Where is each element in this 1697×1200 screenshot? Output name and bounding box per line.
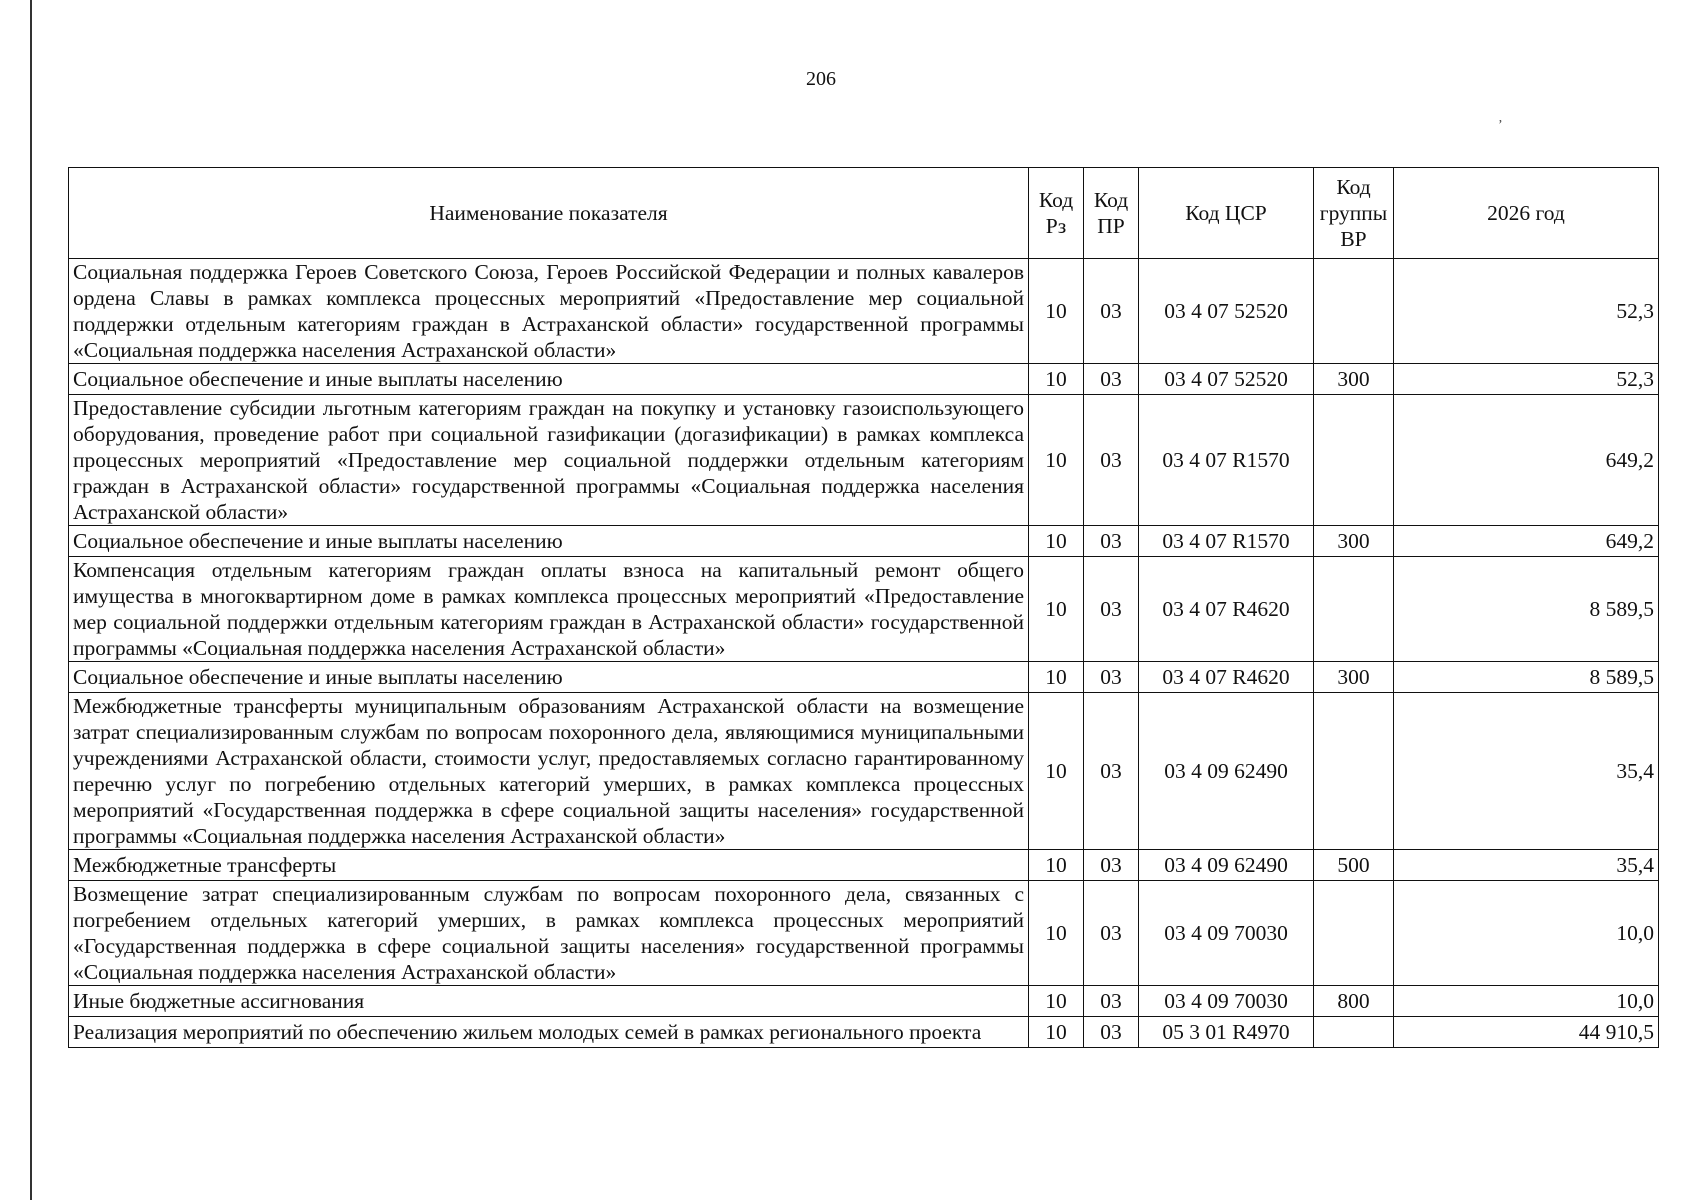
table-row — [69, 881, 1659, 986]
row-rz: 10 — [1029, 395, 1084, 526]
left-margin-rule — [30, 0, 32, 1200]
table-row — [69, 557, 1659, 662]
row-amount: 10,0 — [1394, 881, 1659, 986]
row-name: Возмещение затрат специализированным службам по вопросам похоронного дела, связанных с погребением отдельных категорий умерших, в рамках комплекса процессных мероприятий «Государственная поддержка в сфере социальной защиты населения» государственной программы «Социальная поддержка населения Астраханской области» — [69, 881, 1029, 986]
table-row — [69, 395, 1659, 526]
table-row — [69, 364, 1659, 395]
row-amount: 35,4 — [1394, 850, 1659, 881]
row-csr: 03 4 07 52520 — [1139, 259, 1314, 364]
row-amount: 52,3 — [1394, 259, 1659, 364]
row-vr — [1314, 259, 1394, 364]
table-row — [69, 259, 1659, 364]
header-name: Наименование показателя — [69, 168, 1029, 259]
row-amount: 8 589,5 — [1394, 557, 1659, 662]
row-pr: 03 — [1084, 881, 1139, 986]
header-year: 2026 год — [1394, 168, 1659, 259]
row-rz: 10 — [1029, 526, 1084, 557]
budget-table — [68, 167, 1659, 1048]
row-rz: 10 — [1029, 881, 1084, 986]
row-amount: 52,3 — [1394, 364, 1659, 395]
row-name: Межбюджетные трансферты муниципальным образованиям Астраханской области на возмещение затрат специализированным службам по вопросам похоронного дела, являющимися муниципальными учреждениями Астраханской области, стоимости услуг, предоставляемых согласно гарантированному перечню услуг по погребению отдельных категорий умерших, в рамках комплекса процессных мероприятий «Государственная поддержка в сфере социальной защиты населения» государственной программы «Социальная поддержка населения Астраханской области» — [69, 693, 1029, 850]
row-pr: 03 — [1084, 259, 1139, 364]
row-name: Социальная поддержка Героев Советского Союза, Героев Российской Федерации и полных кавалеров ордена Славы в рамках комплекса процессных мероприятий «Предоставление мер социальной поддержки отдельным категориям граждан в Астраханской области» государственной программы «Социальная поддержка населения Астраханской области» — [69, 259, 1029, 364]
row-csr: 05 3 01 R4970 — [1139, 1017, 1314, 1048]
row-name: Социальное обеспечение и иные выплаты населению — [69, 364, 1029, 395]
row-name: Иные бюджетные ассигнования — [69, 986, 1029, 1017]
page-number-text: 206 — [806, 68, 836, 90]
row-amount: 44 910,5 — [1394, 1017, 1659, 1048]
row-vr: 300 — [1314, 662, 1394, 693]
row-pr: 03 — [1084, 850, 1139, 881]
table-row — [69, 526, 1659, 557]
row-csr: 03 4 07 52520 — [1139, 364, 1314, 395]
row-rz: 10 — [1029, 364, 1084, 395]
row-pr: 03 — [1084, 662, 1139, 693]
row-csr: 03 4 07 R1570 — [1139, 526, 1314, 557]
row-vr: 800 — [1314, 986, 1394, 1017]
row-name: Социальное обеспечение и иные выплаты населению — [69, 526, 1029, 557]
row-amount: 8 589,5 — [1394, 662, 1659, 693]
table-row — [69, 693, 1659, 850]
row-csr: 03 4 09 70030 — [1139, 986, 1314, 1017]
row-csr: 03 4 09 70030 — [1139, 881, 1314, 986]
row-pr: 03 — [1084, 395, 1139, 526]
row-rz: 10 — [1029, 1017, 1084, 1048]
row-pr: 03 — [1084, 364, 1139, 395]
row-rz: 10 — [1029, 693, 1084, 850]
table-row — [69, 1017, 1659, 1048]
row-vr: 300 — [1314, 364, 1394, 395]
row-vr — [1314, 693, 1394, 850]
row-csr: 03 4 09 62490 — [1139, 850, 1314, 881]
row-amount: 10,0 — [1394, 986, 1659, 1017]
table-header-row — [69, 168, 1659, 259]
row-csr: 03 4 09 62490 — [1139, 693, 1314, 850]
header-pr: Код ПР — [1084, 168, 1139, 259]
row-name: Межбюджетные трансферты — [69, 850, 1029, 881]
row-csr: 03 4 07 R4620 — [1139, 662, 1314, 693]
row-pr: 03 — [1084, 1017, 1139, 1048]
row-vr — [1314, 1017, 1394, 1048]
table-row — [69, 662, 1659, 693]
row-vr — [1314, 881, 1394, 986]
row-pr: 03 — [1084, 526, 1139, 557]
row-amount: 649,2 — [1394, 395, 1659, 526]
row-rz: 10 — [1029, 662, 1084, 693]
stray-mark: ’ — [1498, 118, 1503, 133]
table-row — [69, 850, 1659, 881]
row-vr: 300 — [1314, 526, 1394, 557]
row-rz: 10 — [1029, 259, 1084, 364]
header-vr: Код группы ВР — [1314, 168, 1394, 259]
row-csr: 03 4 07 R4620 — [1139, 557, 1314, 662]
row-pr: 03 — [1084, 986, 1139, 1017]
page-number — [0, 68, 1697, 91]
row-vr: 500 — [1314, 850, 1394, 881]
row-rz: 10 — [1029, 557, 1084, 662]
row-csr: 03 4 07 R1570 — [1139, 395, 1314, 526]
row-rz: 10 — [1029, 850, 1084, 881]
row-pr: 03 — [1084, 693, 1139, 850]
row-name: Реализация мероприятий по обеспечению жильем молодых семей в рамках регионального проекта — [69, 1017, 1029, 1048]
row-amount: 35,4 — [1394, 693, 1659, 850]
row-pr: 03 — [1084, 557, 1139, 662]
header-csr: Код ЦСР — [1139, 168, 1314, 259]
header-rz: Код Рз — [1029, 168, 1084, 259]
table-row — [69, 986, 1659, 1017]
row-vr — [1314, 557, 1394, 662]
row-rz: 10 — [1029, 986, 1084, 1017]
row-vr — [1314, 395, 1394, 526]
row-name: Компенсация отдельным категориям граждан оплаты взноса на капитальный ремонт общего имущества в многоквартирном доме в рамках комплекса процессных мероприятий «Предоставление мер социальной поддержки отдельным категориям граждан в Астраханской области» государственной программы «Социальная поддержка населения Астраханской области» — [69, 557, 1029, 662]
row-name: Предоставление субсидии льготным категориям граждан на покупку и установку газоиспользующего оборудования, проведение работ при социальной газификации (догазификации) в рамках комплекса процессных мероприятий «Предоставление мер социальной поддержки отдельным категориям граждан в Астраханской области» государственной программы «Социальная поддержка населения Астраханской области» — [69, 395, 1029, 526]
row-amount: 649,2 — [1394, 526, 1659, 557]
row-name: Социальное обеспечение и иные выплаты населению — [69, 662, 1029, 693]
